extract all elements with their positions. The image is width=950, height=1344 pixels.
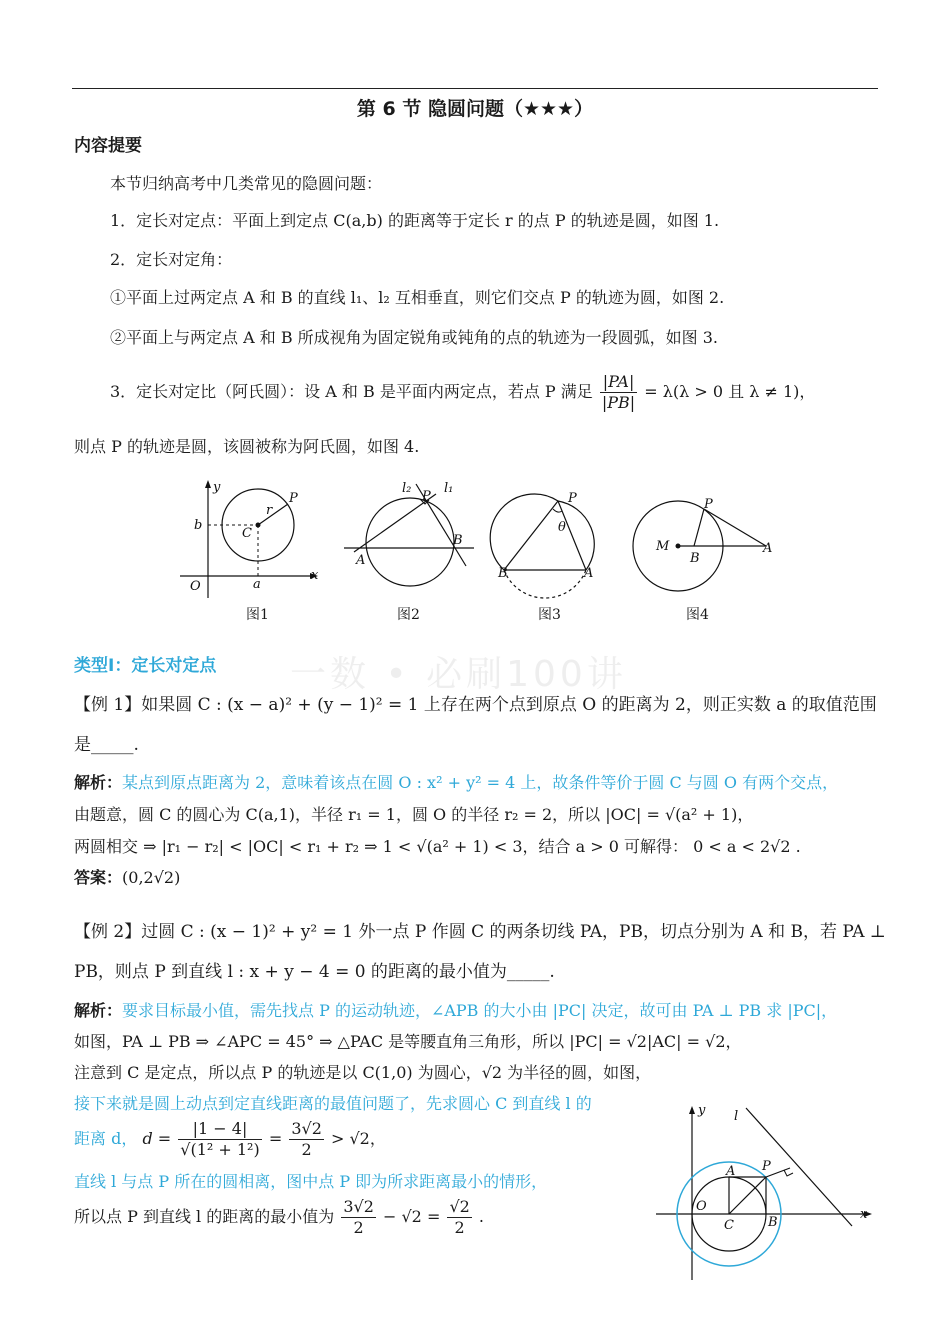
answer-value: (0,2√2)	[122, 868, 181, 887]
distance-numerator-1: |1 − 4|	[178, 1119, 261, 1140]
example-1-line-2: 是_____.	[74, 735, 139, 755]
f5-label-x: x	[860, 1207, 868, 1222]
f5-label-o: O	[696, 1199, 707, 1214]
ratio-fraction	[600, 372, 637, 413]
distance-fraction-2	[289, 1119, 324, 1160]
type-1-heading: 类型Ⅰ：定长对定点	[74, 656, 217, 676]
min-fraction-2	[447, 1197, 471, 1238]
example-1-solution-2: 由题意，圆 C 的圆心为 C(a,1)，半径 r₁ = 1，圆 O 的半径 r₂ = 2，所以 |OC| = √(a² + 1)，	[74, 805, 754, 824]
f4-label-b: B	[690, 551, 700, 566]
distance-equals: =	[268, 1129, 283, 1148]
ratio-denominator: |PB|	[601, 393, 636, 412]
example-1-line-1: 【例 1】如果圆 C : (x − a)² + (y − 1)² = 1 上存在两个点到原点 O 的距离为 2，则正实数 a 的取值范围	[74, 695, 877, 715]
answer-label: 答案：	[74, 868, 123, 887]
min-middle: − √2 =	[382, 1207, 441, 1226]
item-2a: ①平面上过两定点 A 和 B 的直线 l₁、l₂ 互相垂直，则它们交点 P 的轨迹为圆，如图 2.	[110, 288, 725, 307]
figure-1	[176, 476, 326, 601]
example-1-solution-3: 两圆相交 ⇒ |r₁ − r₂| < |OC| < r₁ + r₂ ⇒ 1 < √(a² + 1) < 3，结合 a > 0 可解得： 0 < a < 2√2 .	[74, 837, 801, 856]
example-2-solution-2: 如图，PA ⊥ PB ⇒ ∠APC = 45° ⇒ △PAC 是等腰直角三角形，所以 |PC| = √2|AC| = √2，	[74, 1032, 742, 1051]
distance-d-symbol: d =	[142, 1129, 172, 1148]
f5-label-p: P	[762, 1159, 771, 1174]
example-2-solution-5	[74, 1114, 386, 1164]
f5-label-y: y	[698, 1103, 706, 1118]
figure-4	[620, 476, 780, 601]
min-distance-text: 所以点 P 到直线 l 的距离的最小值为	[74, 1207, 335, 1226]
figure-example-2	[652, 1098, 882, 1283]
min-fraction-1	[341, 1197, 376, 1238]
f2-label-p: P	[422, 489, 431, 504]
f5-label-b: B	[768, 1215, 778, 1230]
figure-3	[490, 476, 610, 601]
f2-label-l1: l₁	[444, 481, 454, 496]
f2-label-b: B	[453, 533, 463, 548]
distance-numerator-2: 3√2	[291, 1119, 322, 1138]
example-1-answer	[74, 868, 180, 888]
f1-label-p: P	[289, 491, 298, 506]
distance-d-label: 距离 d，	[74, 1129, 138, 1148]
example-1-solution-1-text: 某点到原点距离为 2，意味着该点在圆 O : x² + y² = 4 上，故条件等价于圆 C 与圆 O 有两个交点，	[122, 773, 839, 792]
f2-label-a: A	[356, 553, 366, 568]
f4-label-m: M	[656, 539, 670, 554]
caption-figure-1: 图1	[246, 607, 269, 623]
item-1: 1．定长对定点：平面上到定点 C(a,b) 的距离等于定长 r 的点 P 的轨迹是圆，如图 1.	[110, 211, 720, 230]
min-denominator-2: 2	[454, 1218, 465, 1237]
f1-label-r: r	[266, 503, 273, 518]
f1-label-a: a	[253, 577, 261, 592]
distance-fraction-1	[178, 1119, 261, 1160]
watermark: 一数 • 必刷100讲	[290, 654, 627, 695]
intro-text: 本节归纳高考中几类常见的隐圆问题：	[110, 174, 383, 193]
example-2-solution-7	[74, 1192, 484, 1242]
min-numerator-1: 3√2	[343, 1197, 374, 1216]
f3-label-b: B	[498, 566, 508, 581]
ratio-numerator: |PA|	[600, 372, 637, 393]
caption-figure-4: 图4	[686, 607, 709, 623]
min-period: .	[478, 1207, 484, 1226]
header-rule	[72, 88, 878, 89]
f3-label-theta: θ	[558, 520, 566, 535]
item-3	[110, 364, 815, 420]
f4-label-p: P	[704, 497, 713, 512]
caption-figure-3: 图3	[538, 607, 561, 623]
f1-label-b: b	[194, 518, 203, 533]
example-2-solution-1	[74, 1001, 837, 1021]
example-2-solution-1-text: 要求目标最小值，需先找点 P 的运动轨迹，∠APB 的大小由 |PC| 决定，故可由 PA ⊥ PB 求 |PC|，	[122, 1001, 838, 1020]
figure-2	[340, 476, 480, 601]
distance-denominator-2: 2	[301, 1140, 312, 1159]
f2-label-l2: l₂	[402, 481, 412, 496]
f3-label-p: P	[568, 491, 577, 506]
f1-label-c: C	[242, 526, 252, 541]
example-2-solution-3: 注意到 C 是定点，所以点 P 的轨迹是以 C(1,0) 为圆心，√2 为半径的圆，如图，	[74, 1063, 652, 1082]
example-2-solution-6: 直线 l 与点 P 所在的圆相离，图中点 P 即为所求距离最小的情形，	[74, 1172, 548, 1191]
summary-heading: 内容提要	[74, 136, 142, 156]
f1-label-o: O	[190, 579, 201, 594]
item-2b: ②平面上与两定点 A 和 B 所成视角为固定锐角或钝角的点的轨迹为一段圆弧，如图 3.	[110, 328, 719, 347]
distance-comparison: > √2，	[330, 1129, 386, 1148]
caption-figure-2: 图2	[397, 607, 420, 623]
example-1-solution-1	[74, 773, 838, 793]
solution-label: 解析：	[74, 773, 123, 792]
f1-label-x: x	[311, 568, 319, 583]
f4-label-a: A	[763, 541, 773, 556]
item-3-pre: 3．定长对定比（阿氏圆）：设 A 和 B 是平面内两定点，若点 P 满足	[110, 382, 593, 401]
item-3-post: = λ(λ > 0 且 λ ≠ 1)，	[644, 382, 816, 401]
item-2: 2．定长对定角：	[110, 250, 233, 269]
example-2-solution-4: 接下来就是圆上动点到定直线距离的最值问题了，先求圆心 C 到直线 l 的	[74, 1094, 592, 1113]
f1-label-y: y	[213, 480, 221, 495]
min-denominator-1: 2	[353, 1218, 364, 1237]
page-title: 第 6 节 隐圆问题（★★★）	[356, 98, 594, 120]
item-3-continuation: 则点 P 的轨迹是圆，该圆被称为阿氏圆，如图 4.	[74, 437, 420, 456]
distance-denominator-1: √(1² + 1²)	[180, 1140, 260, 1159]
f5-label-l: l	[734, 1109, 739, 1124]
f5-label-a: A	[726, 1164, 736, 1179]
example-2-line-2: PB，则点 P 到直线 l : x + y − 4 = 0 的距离的最小值为_____.	[74, 962, 555, 982]
f5-label-c: C	[724, 1218, 734, 1233]
f3-label-a: A	[584, 566, 594, 581]
solution-label-2: 解析：	[74, 1001, 123, 1020]
min-numerator-2: √2	[449, 1197, 470, 1216]
example-2-line-1: 【例 2】过圆 C : (x − 1)² + y² = 1 外一点 P 作圆 C 的两条切线 PA，PB，切点分别为 A 和 B，若 PA ⊥	[74, 922, 886, 942]
